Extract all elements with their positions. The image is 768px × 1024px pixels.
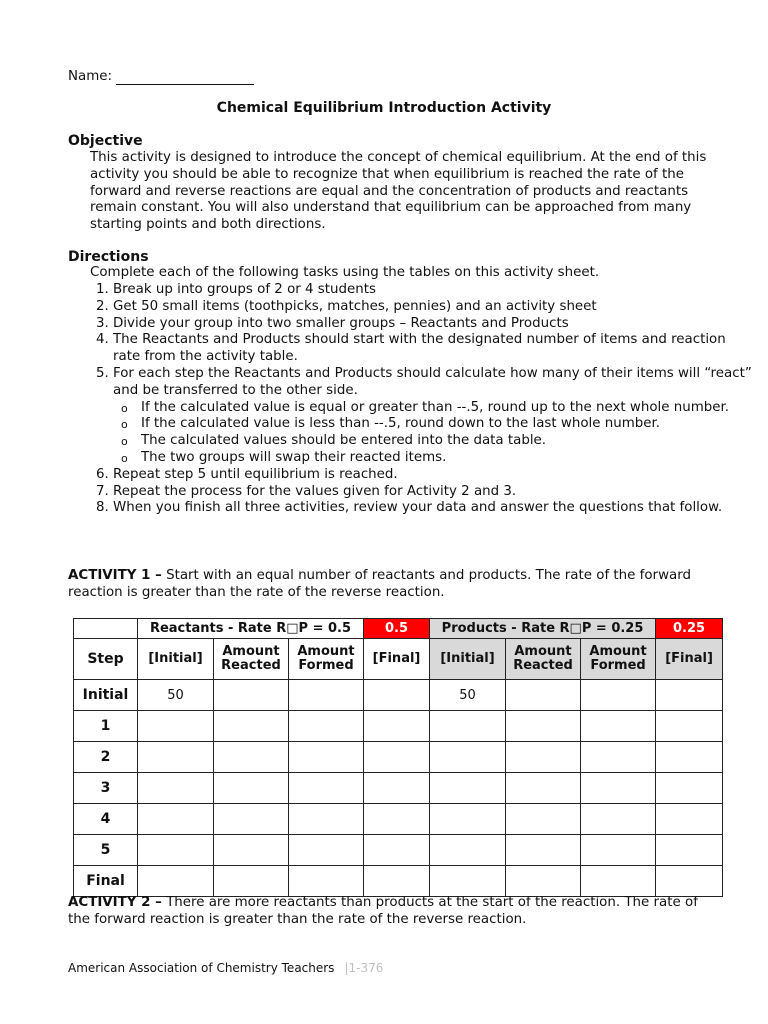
- footer-page-number: |1-376: [344, 961, 384, 975]
- reactant-final-cell[interactable]: [364, 711, 430, 742]
- bullet-icon: o: [121, 401, 128, 415]
- step-cell: 5: [74, 835, 138, 866]
- sub-list-item: [121, 433, 753, 450]
- activity1-label: ACTIVITY 1 –: [68, 568, 162, 583]
- reactants-header: Reactants - Rate R□P = 0.5: [138, 619, 364, 639]
- col-header-step: Step: [74, 639, 138, 680]
- table-corner-cell: [74, 619, 138, 639]
- directions-intro: Complete each of the following tasks using the tables on this activity sheet.: [90, 265, 600, 280]
- activity1-data-table: [73, 618, 723, 897]
- product-final-cell[interactable]: [656, 711, 723, 742]
- col-header-reactant-formed: Amount Formed: [289, 639, 364, 680]
- table-body: [74, 680, 723, 897]
- product-reacted-cell[interactable]: [506, 773, 581, 804]
- reactant-initial-cell[interactable]: [138, 742, 214, 773]
- page-footer: [68, 961, 383, 975]
- table-row: [74, 773, 723, 804]
- directions-heading: Directions: [68, 249, 149, 265]
- product-initial-cell[interactable]: [430, 835, 506, 866]
- page-title: Chemical Equilibrium Introduction Activity: [216, 100, 552, 116]
- reactant-initial-cell[interactable]: [138, 866, 214, 897]
- product-initial-cell[interactable]: [430, 866, 506, 897]
- reactant-reacted-cell[interactable]: [214, 711, 289, 742]
- reactant-final-cell[interactable]: [364, 773, 430, 804]
- reactant-reacted-cell[interactable]: [214, 742, 289, 773]
- product-initial-cell[interactable]: [430, 742, 506, 773]
- col-header-reactant-reacted: Amount Reacted: [214, 639, 289, 680]
- product-reacted-cell[interactable]: [506, 835, 581, 866]
- activity2-label: ACTIVITY 2 –: [68, 895, 162, 910]
- product-formed-cell[interactable]: [581, 773, 656, 804]
- reactant-formed-cell[interactable]: [289, 866, 364, 897]
- step-cell: 1: [74, 711, 138, 742]
- objective-heading: Objective: [68, 133, 143, 149]
- sub-item-text: The calculated values should be entered into the data table.: [141, 433, 547, 449]
- product-reacted-cell[interactable]: [506, 680, 581, 711]
- sub-item-text: The two groups will swap their reacted items.: [141, 449, 447, 465]
- list-item: 7. Repeat the process for the values given for Activity 2 and 3.: [113, 484, 753, 501]
- bullet-icon: o: [121, 418, 128, 432]
- table-row: [74, 804, 723, 835]
- product-formed-cell[interactable]: [581, 742, 656, 773]
- product-initial-cell[interactable]: [430, 711, 506, 742]
- directions-list: [68, 282, 753, 517]
- activity2-description: [68, 895, 708, 929]
- list-item: 3. Divide your group into two smaller groups – Reactants and Products: [113, 316, 753, 333]
- reactant-reacted-cell[interactable]: [214, 804, 289, 835]
- col-header-reactant-final: [Final]: [364, 639, 430, 680]
- col-header-product-reacted: Amount Reacted: [506, 639, 581, 680]
- table-row: [74, 866, 723, 897]
- reactant-final-cell[interactable]: [364, 742, 430, 773]
- step-cell: Final: [74, 866, 138, 897]
- product-formed-cell[interactable]: [581, 804, 656, 835]
- product-final-cell[interactable]: [656, 866, 723, 897]
- reactant-initial-cell[interactable]: [138, 835, 214, 866]
- step-cell: 3: [74, 773, 138, 804]
- step-cell: 2: [74, 742, 138, 773]
- product-formed-cell[interactable]: [581, 866, 656, 897]
- product-formed-cell[interactable]: [581, 835, 656, 866]
- product-formed-cell[interactable]: [581, 711, 656, 742]
- col-header-product-formed: Amount Formed: [581, 639, 656, 680]
- product-final-cell[interactable]: [656, 835, 723, 866]
- sub-list-item: [121, 400, 753, 417]
- reactant-formed-cell[interactable]: [289, 835, 364, 866]
- table-row: [74, 835, 723, 866]
- name-blank-line[interactable]: [116, 72, 254, 85]
- table-row: [74, 742, 723, 773]
- product-reacted-cell[interactable]: [506, 804, 581, 835]
- sub-list: [113, 400, 753, 467]
- product-final-cell[interactable]: [656, 742, 723, 773]
- activity1-description: [68, 568, 708, 602]
- objective-text: This activity is designed to introduce the concept of chemical equilibrium. At the end of this activity you should be able to recognize that when equilibrium is reached the rate of the forward and reverse reactions are equal and the concentration of products and reactants remain constant. You will also understand that equilibrium can be approached from many starting points and both directions.: [90, 150, 707, 233]
- sub-list-item: [121, 416, 753, 433]
- reactant-formed-cell[interactable]: [289, 804, 364, 835]
- product-initial-cell[interactable]: [430, 804, 506, 835]
- product-reacted-cell[interactable]: [506, 866, 581, 897]
- activity1-text: Start with an equal number of reactants and products. The rate of the forward reaction is greater than the rate of the reverse reaction.: [68, 568, 691, 600]
- product-initial-cell[interactable]: [430, 773, 506, 804]
- product-final-cell[interactable]: [656, 804, 723, 835]
- col-header-product-initial: [Initial]: [430, 639, 506, 680]
- reactant-reacted-cell[interactable]: [214, 680, 289, 711]
- list-item: 2. Get 50 small items (toothpicks, matches, pennies) and an activity sheet: [113, 299, 753, 316]
- bullet-icon: o: [121, 451, 128, 465]
- col-header-product-final: [Final]: [656, 639, 723, 680]
- product-initial-cell[interactable]: 50: [430, 680, 506, 711]
- table-row: [74, 711, 723, 742]
- step-cell: Initial: [74, 680, 138, 711]
- reactant-reacted-cell[interactable]: [214, 773, 289, 804]
- reactant-initial-cell[interactable]: [138, 711, 214, 742]
- reactant-formed-cell[interactable]: [289, 773, 364, 804]
- reactant-final-cell[interactable]: [364, 804, 430, 835]
- reactant-formed-cell[interactable]: [289, 711, 364, 742]
- table-row: [74, 680, 723, 711]
- list-item-text: For each step the Reactants and Products should calculate how many of their items will “react” and be transferred to the other side.: [113, 365, 752, 398]
- reactant-formed-cell[interactable]: [289, 742, 364, 773]
- list-item: [113, 366, 753, 467]
- footer-org: American Association of Chemistry Teachers: [68, 961, 335, 975]
- sub-item-text: If the calculated value is equal or greater than --.5, round up to the next whole number.: [141, 399, 730, 415]
- name-field: [68, 69, 254, 85]
- reactant-initial-cell[interactable]: [138, 804, 214, 835]
- reactant-reacted-cell[interactable]: [214, 835, 289, 866]
- reactant-final-cell[interactable]: [364, 680, 430, 711]
- list-item: 1. Break up into groups of 2 or 4 students: [113, 282, 753, 299]
- products-header: Products - Rate R□P = 0.25: [430, 619, 656, 639]
- reactant-reacted-cell[interactable]: [214, 866, 289, 897]
- activity2-text: There are more reactants than products at the start of the reaction. The rate of the forward reaction is greater than the rate of the reverse reaction.: [68, 895, 698, 927]
- list-item: 4. The Reactants and Products should start with the designated number of items and reaction rate from the activity table.: [113, 332, 753, 366]
- reactant-formed-cell[interactable]: [289, 680, 364, 711]
- product-formed-cell[interactable]: [581, 680, 656, 711]
- bullet-icon: o: [121, 435, 128, 449]
- reactants-rate-badge: 0.5: [364, 619, 430, 639]
- reactant-initial-cell[interactable]: [138, 773, 214, 804]
- step-cell: 4: [74, 804, 138, 835]
- products-rate-badge: 0.25: [656, 619, 723, 639]
- product-final-cell[interactable]: [656, 773, 723, 804]
- reactant-final-cell[interactable]: [364, 866, 430, 897]
- col-header-reactant-initial: [Initial]: [138, 639, 214, 680]
- product-final-cell[interactable]: [656, 680, 723, 711]
- product-reacted-cell[interactable]: [506, 711, 581, 742]
- reactant-final-cell[interactable]: [364, 835, 430, 866]
- sub-list-item: [121, 450, 753, 467]
- list-item: 6. Repeat step 5 until equilibrium is reached.: [113, 467, 753, 484]
- list-item: 8. When you finish all three activities, review your data and answer the questions that follow.: [113, 500, 753, 517]
- reactant-initial-cell[interactable]: 50: [138, 680, 214, 711]
- product-reacted-cell[interactable]: [506, 742, 581, 773]
- sub-item-text: If the calculated value is less than --.5, round down to the last whole number.: [141, 416, 661, 432]
- name-label: Name:: [68, 69, 113, 84]
